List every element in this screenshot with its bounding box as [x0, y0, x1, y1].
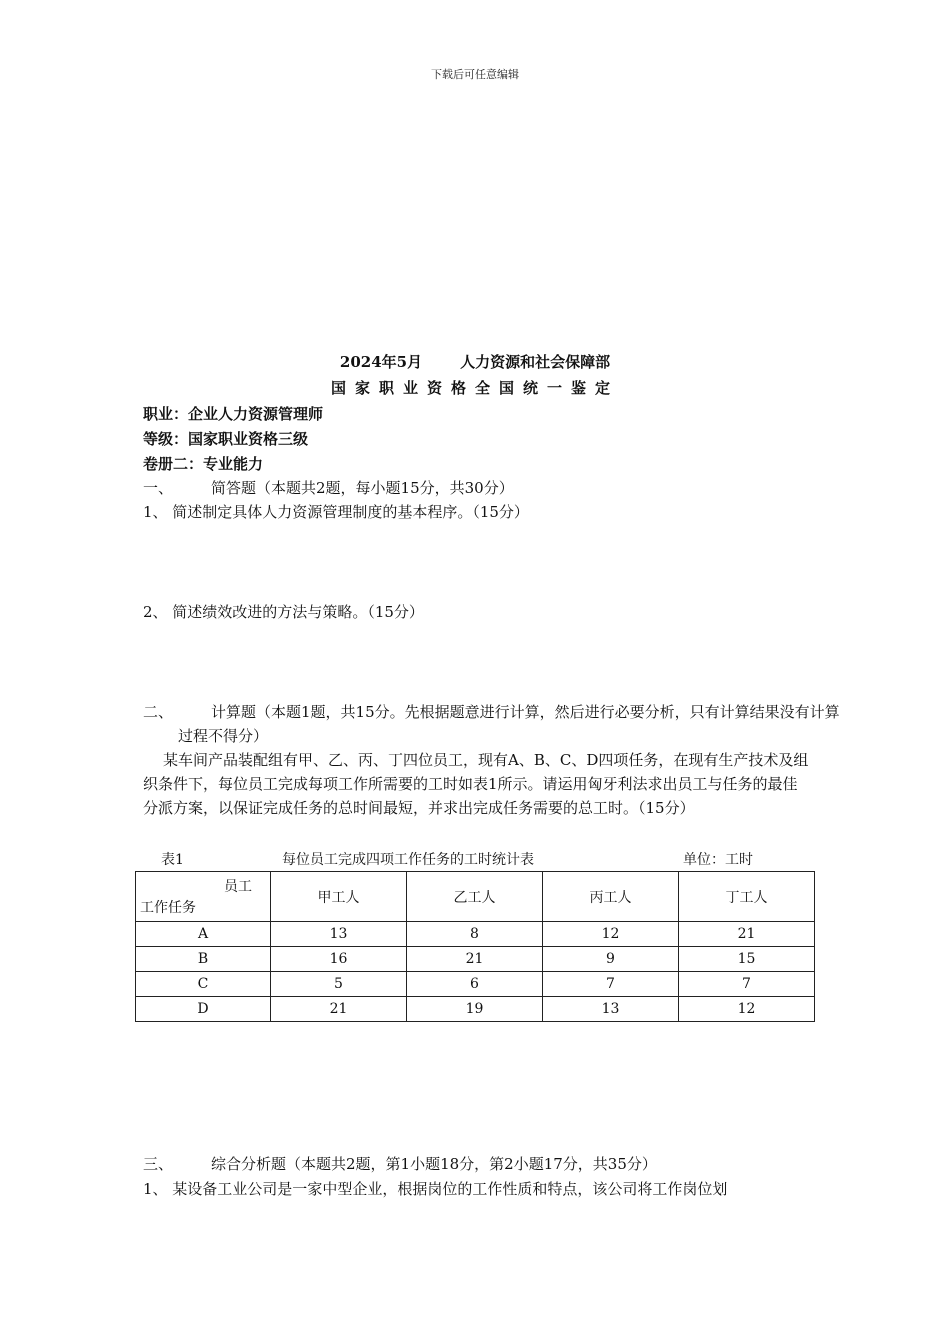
hours-cell: 6: [407, 972, 543, 997]
question-1-2: 2、 简述绩效改进的方法与策略。（15分）: [143, 603, 424, 621]
section-2-problem: 某车间产品装配组有甲、乙、丙、丁四位员工，现有A、B、C、D四项任务，在现有生产技术及组织条件下，每位员工完成每项工作所需要的工时如表1所示。请运用匈牙利法求出员工与任务的最佳分派方案，以保证完成任务的总时间最短，并求出完成任务需要的总工时。（15分）: [143, 751, 809, 817]
hours-cell: 19: [407, 997, 543, 1022]
ministry-name: 人力资源和社会保障部: [460, 353, 611, 371]
table-caption: 每位员工完成四项工作任务的工时统计表: [282, 852, 534, 868]
hours-cell: 7: [679, 972, 815, 997]
hours-cell: 8: [407, 922, 543, 947]
task-cell: A: [136, 922, 271, 947]
section-3-heading: [143, 1153, 657, 1174]
corner-label-employee: 员工: [224, 879, 252, 895]
level-line: 等级：国家职业资格三级: [143, 430, 309, 448]
task-cell: D: [136, 997, 271, 1022]
column-header: 乙工人: [407, 872, 543, 922]
question-3-1: 1、 某设备工业公司是一家中型企业，根据岗位的工作性质和特点，该公司将工作岗位划: [143, 1180, 728, 1198]
table-row: [136, 972, 815, 997]
table-row: [136, 997, 815, 1022]
hours-cell: 12: [543, 922, 679, 947]
table-label: 表1: [161, 852, 184, 868]
hours-cell: 15: [679, 947, 815, 972]
section-2-title: 计算题（本题1题，共15分。先根据题意进行计算，然后进行必要分析，只有计算结果没有计算过程不得分）: [178, 703, 840, 745]
hours-cell: 21: [679, 922, 815, 947]
column-header: 丙工人: [543, 872, 679, 922]
table-unit: 单位：工时: [683, 852, 753, 868]
table-row: [136, 947, 815, 972]
header-note: 下载后可任意编辑: [431, 68, 519, 81]
title-line-1: [0, 351, 950, 372]
column-header: 丁工人: [679, 872, 815, 922]
section-2-heading: [143, 700, 846, 748]
volume-line: 卷册二：专业能力: [143, 455, 264, 473]
table-corner-cell: [136, 872, 271, 922]
corner-label-task: 工作任务: [140, 900, 196, 916]
section-3-number: 三、: [143, 1155, 174, 1173]
question-1-1: 1、 简述制定具体人力资源管理制度的基本程序。（15分）: [143, 503, 529, 521]
hours-cell: 5: [271, 972, 407, 997]
section-3-title: 综合分析题（本题共2题，第1小题18分，第2小题17分，共35分）: [211, 1155, 657, 1173]
exam-date: 2024年5月: [339, 353, 423, 371]
hours-cell: 16: [271, 947, 407, 972]
hours-cell: 9: [543, 947, 679, 972]
occupation-line: 职业：企业人力资源管理师: [143, 405, 324, 423]
title-line-2: 国家职业资格全国统一鉴定: [330, 379, 619, 397]
hours-cell: 21: [271, 997, 407, 1022]
work-hours-table: [135, 871, 815, 1022]
table-header-row: [136, 872, 815, 922]
hours-cell: 13: [271, 922, 407, 947]
table-row: [136, 922, 815, 947]
task-cell: C: [136, 972, 271, 997]
hours-cell: 12: [679, 997, 815, 1022]
section-1-number: 一、: [143, 479, 174, 497]
column-header: 甲工人: [271, 872, 407, 922]
section-1-heading: [143, 477, 514, 498]
section-2-number: 二、: [143, 703, 174, 721]
hours-cell: 21: [407, 947, 543, 972]
hours-cell: 7: [543, 972, 679, 997]
section-1-title: 简答题（本题共2题，每小题15分，共30分）: [211, 479, 514, 497]
hours-cell: 13: [543, 997, 679, 1022]
task-cell: B: [136, 947, 271, 972]
